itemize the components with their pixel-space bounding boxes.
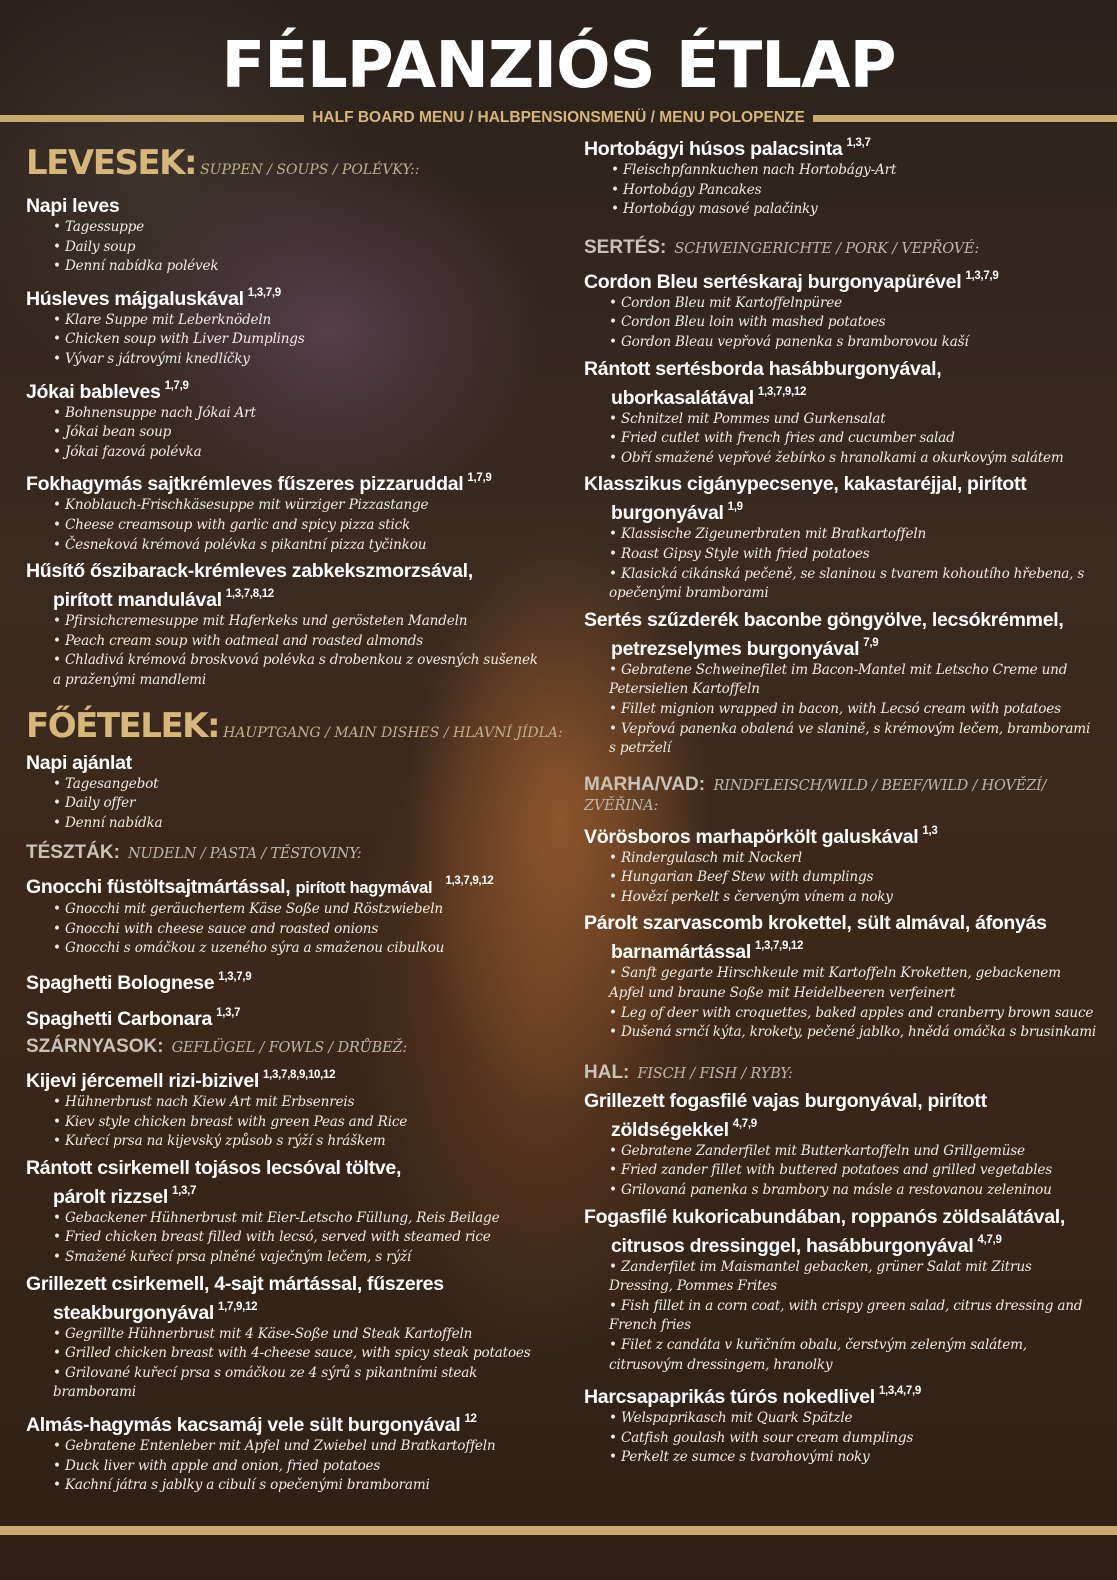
translation-cz: • Denní nabídka <box>53 814 546 834</box>
dish-name-continued-text: petrezselymes burgonyával <box>611 637 860 660</box>
menu-item <box>26 1002 546 1031</box>
translation-cz: • Vývar s játrovými knedlíčky <box>53 350 546 370</box>
dish-name-continued-text: zöldségekkel <box>611 1118 729 1141</box>
dish-name-main: Klasszikus cigánypecsenye, kakastaréjjal, pirított <box>584 473 1027 496</box>
menu-item <box>584 265 1099 353</box>
menu-item <box>26 189 546 277</box>
dish-name-continued-text: steakburgonyával <box>53 1301 215 1324</box>
translation-de: • Gebratene Entenleber mit Apfel und Zwiebel und Bratkartoffeln <box>53 1437 546 1457</box>
menu-item <box>584 473 1099 603</box>
dish-translations <box>26 1325 546 1403</box>
allergens: 1,3,7,9,12 <box>757 385 807 398</box>
dish-name-continued <box>584 381 1099 410</box>
subcategory-heading: MARHA/VAD: <box>584 773 706 795</box>
dish-translations <box>26 775 546 834</box>
pork-list <box>584 265 1099 759</box>
translation-de: • Cordon Bleu mit Kartoffelnpüree <box>609 294 1099 314</box>
translation-de: • Gebratene Schweinefilet im Bacon-Mantel mit Letscho Creme und Petersielien Kartoffeln <box>609 661 1099 700</box>
allergens: 7,9 <box>863 636 879 649</box>
translation-de: • Sanft gegarte Hirschkeule mit Kartoffeln Kroketten, gebackenem Apfel und braune Soße mit Heidelbeeren verfeinert <box>609 964 1099 1003</box>
subcategory-fish <box>584 1061 1099 1085</box>
menu-item <box>26 1408 546 1496</box>
dish-name <box>584 1090 1099 1142</box>
dish-name <box>26 1002 546 1031</box>
dish-name-main: Harcsapaprikás túrós nokedlivel <box>584 1386 875 1409</box>
dish-name-main: Rántott csirkemell tojásos lecsóval töltve, <box>26 1156 402 1179</box>
poultry-list <box>26 1064 546 1496</box>
translation-en: • Cordon Bleu loin with mashed potatoes <box>609 313 1099 333</box>
menu-item <box>26 870 546 959</box>
dish-name: Napi ajánlat <box>26 751 132 774</box>
translation-de: • Hühnerbrust nach Kiew Art mit Erbsenreis <box>53 1093 546 1113</box>
gold-divider-left <box>0 115 304 122</box>
dish-translations <box>26 1093 546 1152</box>
subcategory-translation: NUDELN / PASTA / TĚSTOVINY: <box>127 846 362 863</box>
translation-de: • Rindergulasch mit Nockerl <box>609 849 1099 869</box>
allergens: 1,3,7,8,12 <box>225 588 274 601</box>
dish-name <box>584 1380 1099 1409</box>
dish-name <box>584 265 1099 294</box>
dish-name-continued-text: citrusos dressinggel, hasábburgonyával <box>611 1234 974 1257</box>
dish-name-main: Hűsítő őszibarack-krémleves zabkekszmorzsával, <box>26 560 473 583</box>
dish-name-continued-text: burgonyával <box>611 502 724 525</box>
allergens: 1,7,9,12 <box>218 1300 258 1313</box>
subcategory-heading: SERTÉS: <box>584 236 667 258</box>
dish-name-main: Húsleves májgaluskával <box>26 287 244 310</box>
menu-subtitle: HALF BOARD MENU / HALBPENSIONSMENÜ / MENU POLOPENZE <box>312 109 805 126</box>
dish-name-main: Almás-hagymás kacsamáj vele sült burgonyával <box>26 1414 461 1436</box>
menu-item <box>584 358 1099 469</box>
dish-translations <box>584 964 1099 1042</box>
right-column <box>584 132 1099 1468</box>
allergens: 4,7,9 <box>732 1117 757 1130</box>
subcategory-translation: SCHWEINGERICHTE / PORK / VEPŘOVÉ: <box>674 240 980 257</box>
translation-de: • Schnitzel mit Pommes und Gurkensalat <box>609 410 1099 430</box>
translation-de: • Gnocchi mit geräuchertem Käse Soße und Röstzwiebeln <box>53 900 546 920</box>
dish-name-continued <box>584 632 1099 661</box>
translation-cz: • Kuřecí prsa na kijevský způsob s rýží s hráškem <box>53 1132 546 1152</box>
allergens: 1,3,7,9,12 <box>445 875 494 888</box>
dish-translations <box>584 410 1099 469</box>
dish-name <box>26 560 546 612</box>
category-heading: LEVESEK: <box>26 143 197 183</box>
subcategory-heading: TÉSZTÁK: <box>26 842 120 864</box>
dish-name-main: Grillezett fogasfilé vajas burgonyával, pirított <box>584 1089 987 1112</box>
gold-divider-right <box>813 115 1117 122</box>
dish-translations <box>584 1258 1099 1376</box>
allergens: 1,7,9 <box>164 379 189 392</box>
translation-cz: • Česneková krémová polévka s pikantní pizza tyčinkou <box>53 536 546 556</box>
dish-translations <box>26 612 546 690</box>
translation-cz: • Klasická cikánská pečeně, se slaninou s tvarem kohoutího hřebena, s opečenými bramborami <box>609 565 1099 604</box>
translation-en: • Peach cream soup with oatmeal and roasted almonds <box>53 632 546 652</box>
dish-name-main: Napi leves <box>26 195 120 217</box>
dish-name <box>26 1408 546 1437</box>
dish-name-main: Vörösboros marhapörkölt galuskával <box>584 825 919 848</box>
translation-en: • Hungarian Beef Stew with dumplings <box>609 868 1099 888</box>
dish-name <box>584 609 1099 661</box>
subcategory-translation: RINDFLEISCH/WILD / BEEF/WILD / HOVĚZÍ/ ZVĚŘINA: <box>584 777 1047 814</box>
dish-translations <box>584 525 1099 603</box>
allergens: 1,3,7,9,12 <box>754 940 804 953</box>
dish-name-main: Cordon Bleu sertéskaraj burgonyapürével <box>584 270 962 293</box>
gold-divider-bottom <box>0 1526 1117 1535</box>
menu-item <box>584 1380 1099 1468</box>
dish-name-main: Spaghetti Bolognese <box>26 972 215 995</box>
translation-en: • Hortobágy Pancakes <box>611 181 1099 201</box>
dish-name-continued-text: uborkasalátával <box>611 386 754 409</box>
subcategory-poultry <box>26 1035 546 1059</box>
translation-en: • Gnocchi with cheese sauce and roasted onions <box>53 920 546 940</box>
allergens: 1,3,7 <box>846 137 871 149</box>
dish-name-continued <box>26 583 546 612</box>
translation-cz: • Grilovaná panenka s brambory na másle a restovanou zeleninou <box>609 1181 1099 1201</box>
translation-cz: • Kachní játra s jablky a cibulí s opečenými bramborami <box>53 1476 546 1496</box>
dish-translations <box>26 900 546 959</box>
dish-name-main: Hortobágyi húsos palacsinta <box>584 138 843 160</box>
menu-item <box>26 467 546 555</box>
dish-name <box>26 1064 546 1093</box>
menu-item <box>584 912 1099 1042</box>
allergens: 1,7,9 <box>467 472 492 485</box>
translation-cz: • Obří smažené vepřové žebírko s hranolkami a okurkovým salátem <box>609 449 1099 469</box>
subcategory-heading: SZÁRNYASOK: <box>26 1036 164 1058</box>
dish-name <box>584 912 1099 964</box>
subcategory-beef <box>584 773 1099 815</box>
dish-name <box>26 870 546 900</box>
dish-name <box>26 1157 546 1209</box>
translation-cz: • Vepřová panenka obalená ve slanině, s krémovým lečem, bramborami s petrželí <box>609 720 1099 759</box>
menu-item <box>584 820 1099 908</box>
dish-name <box>584 473 1099 525</box>
menu-title: FÉLPANZIÓS ÉTLAP <box>221 29 896 103</box>
menu-item <box>26 375 546 463</box>
translation-en: • Fillet mignion wrapped in bacon, with Lecsó cream with potatoes <box>609 700 1099 720</box>
allergens: 1,3,7 <box>216 1007 241 1020</box>
dish-name-continued <box>584 1229 1099 1258</box>
translation-en: • Daily soup <box>53 238 546 258</box>
subcategory-translation: FISCH / FISH / RYBY: <box>637 1065 793 1082</box>
translation-de: • Knoblauch-Frischkäsesuppe mit würziger Pizzastange <box>53 496 546 516</box>
dish-name-side: pirított hagymával <box>295 879 433 898</box>
subcategory-translation: GEFLÜGEL / FOWLS / DRŮBEŽ: <box>171 1040 408 1057</box>
left-column <box>26 132 563 1496</box>
translation-en: • Jókai bean soup <box>53 423 546 443</box>
translation-en: • Kiev style chicken breast with green Peas and Rice <box>53 1113 546 1133</box>
fish-list <box>584 1090 1099 1468</box>
translation-de: • Gegrillte Hühnerbrust mit 4 Käse-Soße und Steak Kartoffeln <box>53 1325 546 1345</box>
dish-name-main: Fokhagymás sajtkrémleves fűszeres pizzaruddal <box>26 473 464 496</box>
menu-item <box>584 1090 1099 1201</box>
translation-de: • Zanderfilet im Maismantel gebacken, grüner Salat mit Zitrus Dressing, Pommes Frites <box>609 1258 1099 1297</box>
allergens: 1,3 <box>922 824 938 837</box>
menu-item <box>584 609 1099 759</box>
dish-name <box>26 189 546 218</box>
subtitle-band <box>0 108 1117 128</box>
dish-name <box>26 1273 546 1325</box>
dish-translations <box>26 218 546 277</box>
dish-name-main: Párolt szarvascomb krokettel, sült almával, áfonyás <box>584 912 1047 935</box>
menu-item <box>26 1064 546 1152</box>
dish-translations <box>584 661 1099 759</box>
dish-name <box>26 375 546 404</box>
menu-item <box>584 1206 1099 1376</box>
menu-item <box>26 966 546 995</box>
translation-de: • Klassische Zigeunerbraten mit Bratkartoffeln <box>609 525 1099 545</box>
translation-en: • Fried cutlet with french fries and cucumber salad <box>609 429 1099 449</box>
translation-cz: • Filet z candáta v kuřičním obalu, čerstvým zeleným salátem, citrusovým dressingem, hranolky <box>609 1336 1099 1375</box>
menu-item <box>26 282 546 370</box>
dish-name-continued <box>26 1180 546 1209</box>
translation-en: • Roast Gipsy Style with fried potatoes <box>609 545 1099 565</box>
dish-translations <box>26 404 546 463</box>
menu-item <box>26 1273 546 1403</box>
allergens: 1,3,7 <box>172 1184 197 1197</box>
translation-cz: • Hovězí perkelt s červeným vínem a noky <box>609 888 1099 908</box>
translation-cz: • Dušená srnčí kýta, krokety, pečené jablko, hnědá omáčka s brusinkami <box>609 1023 1099 1043</box>
dish-translations <box>584 161 1099 220</box>
dish-name <box>584 358 1099 410</box>
dish-name-main: Jókai bableves <box>26 380 161 403</box>
translation-de: • Welspaprikasch mit Quark Spätzle <box>609 1409 1099 1429</box>
translation-en: • Cheese creamsoup with garlic and spicy pizza stick <box>53 516 546 536</box>
dish-name-continued-text: barnamártással <box>611 941 751 964</box>
translation-de: • Klare Suppe mit Leberknödeln <box>53 311 546 331</box>
subcategory-pork <box>584 236 1099 260</box>
dish-name-main: Grillezett csirkemell, 4-sajt mártással, fűszeres <box>26 1272 444 1295</box>
dish-translations <box>584 1142 1099 1201</box>
translation-en: • Fried chicken breast filled with lecsó, served with steamed rice <box>53 1228 546 1248</box>
translation-en: • Grilled chicken breast with 4-cheese sauce, with spicy steak potatoes <box>53 1344 546 1364</box>
category-soups <box>26 142 546 184</box>
dish-name-continued-text: pirított mandulával <box>53 589 222 612</box>
translation-cz: • Chladivá krémová broskvová polévka s drobenkou z ovesných sušenek a praženými mandlemi <box>53 651 546 690</box>
translation-cz: • Smažené kuřecí prsa plněné vaječným lečem, s rýží <box>53 1248 546 1268</box>
category-translation: HAUPTGANG / MAIN DISHES / HLAVNÍ JÍDLA: <box>223 724 563 741</box>
dish-name-continued-text: párolt rizzsel <box>53 1185 168 1208</box>
dish-name-continued <box>584 935 1099 964</box>
beef-list <box>584 820 1099 1043</box>
dish-name-main: Kijevi jércemell rizi-bizivel <box>26 1070 259 1093</box>
translation-en: • Chicken soup with Liver Dumplings <box>53 330 546 350</box>
translation-en: • Fish fillet in a corn coat, with crispy green salad, citrus dressing and French fries <box>609 1297 1099 1336</box>
allergens: 1,3,7,9 <box>218 971 252 984</box>
dish-name-main: Gnocchi füstöltsajtmártással, <box>26 876 291 899</box>
dish-name-main: Spaghetti Carbonara <box>26 1008 213 1031</box>
allergens: 1,3,7,8,9,10,12 <box>263 1069 336 1082</box>
dish-translations <box>26 496 546 555</box>
menu-item <box>26 560 546 690</box>
dish-name-continued <box>584 1113 1099 1142</box>
dish-translations <box>584 294 1099 353</box>
translation-cz: • Gnocchi s omáčkou z uzeného sýra a smaženou cibulkou <box>53 939 546 959</box>
category-mains <box>26 705 563 747</box>
translation-de: • Pfirsichcremesuppe mit Haferkeks und gerösteten Mandeln <box>53 612 546 632</box>
dish-name-main: Fogasfilé kukoricabundában, roppanós zöldsalátával, <box>584 1205 1065 1228</box>
allergens: 12 <box>464 1413 477 1425</box>
dish-name-continued <box>26 1296 546 1325</box>
dish-name-main: Rántott sertésborda hasábburgonyával, <box>584 357 942 380</box>
allergens: 1,9 <box>727 501 743 514</box>
dish-name <box>26 282 546 311</box>
dish-name <box>26 966 546 995</box>
dish-translations <box>26 1437 546 1496</box>
translation-de: • Fleischpfannkuchen nach Hortobágy-Art <box>611 161 1099 181</box>
category-heading: FŐÉTELEK: <box>26 705 220 746</box>
dish-name-main: Sertés szűzderék baconbe göngyölve, lecsókrémmel, <box>584 608 1064 631</box>
translation-en: • Leg of deer with croquettes, baked apples and cranberry brown sauce <box>609 1004 1099 1024</box>
translation-de: • Bohnensuppe nach Jókai Art <box>53 404 546 424</box>
dish-translations <box>584 849 1099 908</box>
menu-item <box>26 752 546 834</box>
dish-translations <box>584 1409 1099 1468</box>
category-translation: SUPPEN / SOUPS / POLÉVKY:: <box>200 162 420 178</box>
translation-en: • Daily offer <box>53 794 546 814</box>
translation-cz: • Perkelt ze sumce s tvarohovými noky <box>609 1448 1099 1468</box>
translation-de: • Gebackener Hühnerbrust mit Eier-Letscho Füllung, Reis Beilage <box>53 1209 546 1229</box>
allergens: 1,3,7,9 <box>965 269 999 282</box>
translation-cz: • Gordon Bleau vepřová panenka s bramborovou kaší <box>609 333 1099 353</box>
translation-cz: • Grilované kuřecí prsa s omáčkou ze 4 sýrů s pikantními steak bramborami <box>53 1364 546 1403</box>
translation-de: • Tagesangebot <box>53 775 546 795</box>
allergens: 1,3,4,7,9 <box>878 1385 921 1398</box>
menu-item <box>26 1157 546 1268</box>
translation-de: • Tagessuppe <box>53 218 546 238</box>
subcategory-heading: HAL: <box>584 1061 630 1083</box>
dish-name <box>584 132 1099 161</box>
dish-translations <box>26 1209 546 1268</box>
dish-name-continued <box>584 496 1099 525</box>
allergens: 1,3,7,9 <box>247 286 281 299</box>
allergens: 4,7,9 <box>977 1233 1002 1246</box>
soups-list <box>26 189 546 691</box>
dish-name <box>26 467 546 496</box>
translation-cz: • Hortobágy masové palačinky <box>611 200 1099 220</box>
dish-name <box>584 1206 1099 1258</box>
menu-item <box>584 132 1099 220</box>
dish-translations <box>26 311 546 370</box>
translation-en: • Fried zander fillet with buttered potatoes and grilled vegetables <box>609 1161 1099 1181</box>
translation-en: • Duck liver with apple and onion, fried potatoes <box>53 1457 546 1477</box>
translation-cz: • Jókai fazová polévka <box>53 443 546 463</box>
subcategory-pasta <box>26 841 546 865</box>
translation-cz: • Denní nabídka polévek <box>53 257 546 277</box>
translation-en: • Catfish goulash with sour cream dumplings <box>609 1429 1099 1449</box>
dish-name <box>584 820 1099 849</box>
translation-de: • Gebratene Zanderfilet mit Butterkartoffeln und Grillgemüse <box>609 1142 1099 1162</box>
